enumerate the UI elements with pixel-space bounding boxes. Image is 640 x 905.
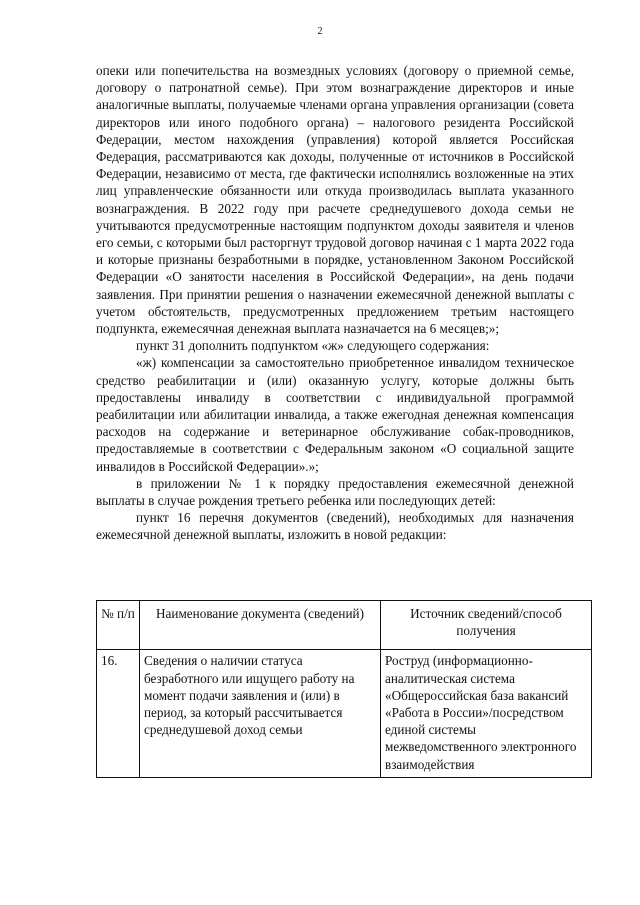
paragraph: пункт 31 дополнить подпунктом «ж» следующего содержания: (136, 338, 490, 354)
column-header-number: № п/п (97, 601, 140, 650)
column-header-source: Источник сведений/способ получения (381, 601, 592, 650)
documents-table (96, 600, 592, 778)
row-document: Сведения о наличии статуса безработного или ищущего работу на момент подачи заявления и (или) в период, за который рассчитывается среднедушевой доход семьи (140, 650, 381, 777)
row-source: Роструд (информационно-аналитическая система «Общероссийская база вакансий «Работа в России»/посредством единой системы межведомственного электронного взаимодействия (381, 650, 592, 777)
paragraph: «ж) компенсации за самостоятельно приобретенное инвалидом техническое средство реабилитации и (или) оказанную услугу, которые должны быть предоставлены инвалиду в соответствии с индивидуальной программой реабилитации или абилитации инвалида, а также ежегодная денежная компенсация расходов на содержание и ветеринарное обслуживание собак-проводников, предоставляемые в соответствии с Федеральным законом «О социальной защите инвалидов в Российской Федерации».»; (96, 355, 574, 474)
column-header-document: Наименование документа (сведений) (140, 601, 381, 650)
paragraph: в приложении № 1 к порядку предоставления ежемесячной денежной выплаты в случае рождения третьего ребенка или последующих детей: (96, 475, 574, 509)
paragraph: опеки или попечительства на возмездных условиях (договору о приемной семье, договору о патронатной семье). При этом вознаграждение директоров и иные аналогичные выплаты, получаемые членами органа управления организации (совета директоров или иного подобного органа) – налогового резидента Российской Федерации, местом нахождения (управления) которой является Российская Федерация, рассматриваются как доходы, полученные от источников в Российской Федерации, независимо от места, где фактически исполнялись возложенные на этих лиц управленческие обязанности или откуда производилась выплата указанного вознаграждения. В 2022 году при расчете среднедушевого дохода семьи не учитываются предусмотренные настоящим подпунктом доходы заявителя и членов его семьи, с которыми был расторгнут трудовой договор начиная с 1 марта 2022 года и которые признаны безработными в порядке, установленном Законом Российской Федерации «О занятости населения в Российской Федерации», на день подачи заявления. При принятии решения о назначении ежемесячной денежной выплаты с учетом обстоятельств, предусмотренных предложением третьим настоящего подпункта, ежемесячная денежная выплата назначается на 6 месяцев;»; (96, 63, 574, 337)
paragraph: пункт 16 перечня документов (сведений), необходимых для назначения ежемесячной денежной выплаты, изложить в новой редакции: (96, 510, 574, 543)
document-body (96, 62, 574, 544)
table-header-row (97, 601, 592, 650)
row-number: 16. (97, 650, 140, 777)
table-row (97, 650, 592, 777)
page-number: 2 (317, 26, 323, 37)
